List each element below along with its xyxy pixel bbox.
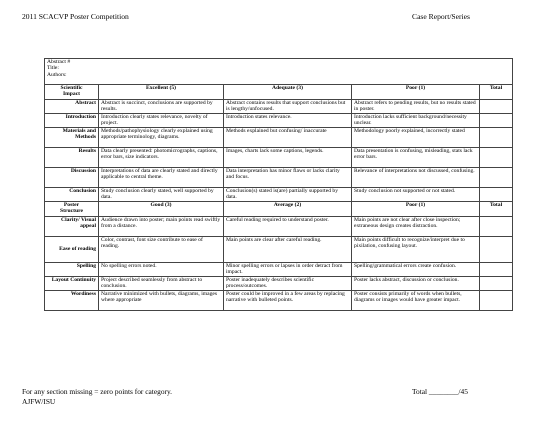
cell-excellent: Introduction clearly states relevance, novelty of project. — [99, 114, 224, 128]
cell-poor: Methodology poorly explained, incorrectly stated — [352, 128, 480, 148]
row-ease-of-reading — [45, 237, 513, 263]
row-label: Wordiness — [45, 291, 99, 311]
cell-poor: Relevance of interpretations not discussed, confusing. — [352, 168, 480, 188]
row-label: Introduction — [45, 114, 99, 128]
row-label: Conclusion — [45, 188, 99, 202]
score-cell[interactable] — [480, 114, 513, 128]
row-label: Spelling — [45, 263, 99, 277]
header-report-type: Case Report/Series — [412, 12, 470, 21]
section1-category-header: Scientific Impact — [45, 85, 99, 100]
cell-good: Color, contrast, font size contribute to ease of reading. — [99, 237, 224, 263]
score-cell[interactable] — [480, 148, 513, 168]
row-spelling — [45, 263, 513, 277]
row-conclusion — [45, 188, 513, 202]
cell-poor: Abstract refers to pending results, but no results stated in poster. — [352, 100, 480, 114]
section1-total-header: Total — [480, 85, 513, 100]
row-results — [45, 148, 513, 168]
total-score-line[interactable]: Total ________/45 — [412, 387, 468, 396]
cell-good: No spelling errors noted. — [99, 263, 224, 277]
cell-poor: Data presentation is confusing, misleading, stats lack error bars. — [352, 148, 480, 168]
section2-col-average: Average (2) — [224, 202, 352, 217]
score-cell[interactable] — [480, 277, 513, 291]
section1-col-poor: Poor (1) — [352, 85, 480, 100]
row-layout-continuity — [45, 277, 513, 291]
row-label: Ease of reading — [45, 237, 99, 263]
cell-poor: Poster consists primarily of words when bullets, diagrams or images would have greater impact. — [352, 291, 480, 311]
cell-adequate: Data interpretation has minor flaws or lacks clarity and focus. — [224, 168, 352, 188]
cell-adequate: Conclusion(s) stated is(are) partially supported by data. — [224, 188, 352, 202]
cell-good: Audience drawn into poster; main points read swiftly from a distance. — [99, 217, 224, 237]
footer-notes — [22, 387, 172, 406]
cell-good: Narrative minimized with bullets, diagrams, images where appropriate — [99, 291, 224, 311]
score-cell[interactable] — [480, 128, 513, 148]
abstract-info-row — [45, 59, 513, 85]
row-label: Materials and Methods — [45, 128, 99, 148]
abstract-info-cell — [45, 59, 513, 85]
cell-poor: Introduction lacks sufficient background/necessity unclear. — [352, 114, 480, 128]
cell-excellent: Methods/pathophysiology clearly explained using appropriate terminology, diagrams. — [99, 128, 224, 148]
row-label: Results — [45, 148, 99, 168]
cell-adequate: Images, charts lack some captions, legends. — [224, 148, 352, 168]
section2-col-good: Good (3) — [99, 202, 224, 217]
score-cell[interactable] — [480, 217, 513, 237]
cell-excellent: Data clearly presented: photomicrographs, captions, error bars, size indicators. — [99, 148, 224, 168]
cell-average: Poster could be improved in a few areas by replacing narrative with bulleted points. — [224, 291, 352, 311]
section1-col-excellent: Excellent (5) — [99, 85, 224, 100]
score-cell[interactable] — [480, 100, 513, 114]
authors-label: Authors: — [47, 71, 67, 78]
organization-label: AJFW/ISU — [22, 396, 56, 406]
row-label: Discussion — [45, 168, 99, 188]
cell-poor: Main points are not clear after close inspection; extraneous design creates distraction. — [352, 217, 480, 237]
row-introduction — [45, 114, 513, 128]
cell-good: Project described seamlessly from abstract to conclusion. — [99, 277, 224, 291]
cell-poor: Spelling/grammatical errors create confusion. — [352, 263, 480, 277]
score-cell[interactable] — [480, 168, 513, 188]
missing-section-note: For any section missing = zero points for category. — [22, 387, 173, 396]
cell-poor: Main points difficult to recognize/interpret due to pixilation, confusing layout. — [352, 237, 480, 263]
title-label: Title: — [47, 65, 59, 72]
rubric-table — [44, 58, 513, 311]
cell-adequate: Abstract contains results that support conclusions but is lengthy/unfocused. — [224, 100, 352, 114]
row-wordiness — [45, 291, 513, 311]
cell-excellent: Abstract is succinct, conclusions are supported by results. — [99, 100, 224, 114]
cell-excellent: Interpretations of data are clearly stated and directly applicable to central theme. — [99, 168, 224, 188]
row-abstract — [45, 100, 513, 114]
row-discussion — [45, 168, 513, 188]
row-label: Abstract — [45, 100, 99, 114]
row-clarity — [45, 217, 513, 237]
cell-excellent: Study conclusion clearly stated, well supported by data. — [99, 188, 224, 202]
row-label: Layout Continuity — [45, 277, 99, 291]
section2-header-row — [45, 202, 513, 217]
abstract-number-label: Abstract # — [47, 59, 71, 65]
cell-average: Careful reading required to understand poster. — [224, 217, 352, 237]
section1-header-row — [45, 85, 513, 100]
score-cell[interactable] — [480, 188, 513, 202]
cell-average: Minor spelling errors or lapses in order detract from impact. — [224, 263, 352, 277]
section2-category-header: Poster Structure — [45, 202, 99, 217]
section2-col-poor: Poor (1) — [352, 202, 480, 217]
score-cell[interactable] — [480, 291, 513, 311]
section1-col-adequate: Adequate (3) — [224, 85, 352, 100]
cell-adequate: Introduction states relevance. — [224, 114, 352, 128]
score-cell[interactable] — [480, 237, 513, 263]
row-materials-methods — [45, 128, 513, 148]
cell-poor: Poster lacks abstract, discussion or conclusion. — [352, 277, 480, 291]
row-label: Clarity/ Visual appeal — [45, 217, 99, 237]
cell-average: Poster inadequately describes scientific process/outcomes. — [224, 277, 352, 291]
cell-average: Main points are clear after careful reading. — [224, 237, 352, 263]
score-cell[interactable] — [480, 263, 513, 277]
section2-total-header: Total — [480, 202, 513, 217]
cell-adequate: Methods explained but confusing/ inaccurate — [224, 128, 352, 148]
cell-poor: Study conclusion not supported or not stated. — [352, 188, 480, 202]
header-title: 2011 SCACVP Poster Competition — [22, 12, 129, 21]
